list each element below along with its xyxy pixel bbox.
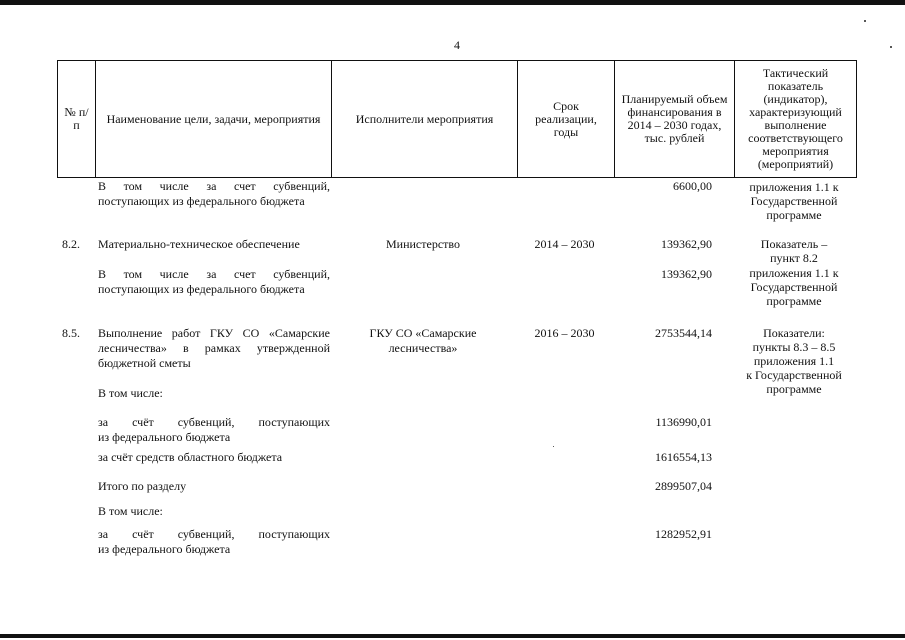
row0-indicator-line1: приложения 1.1 к <box>749 180 839 194</box>
row1-indicator-line1: Показатель – <box>760 237 828 251</box>
header-col-executors: Исполнители мероприятия <box>355 111 494 126</box>
row3-executor-line1: ГКУ СО «Самарские <box>369 326 477 340</box>
row6-amount: 1616554,13 <box>655 450 712 464</box>
table-header <box>57 60 857 178</box>
row5-name-line2: из федерального бюджета <box>98 430 231 444</box>
row1-indicator-line2: пункт 8.2 <box>770 251 818 265</box>
header-col-financing: Планируемый объем финансирования в 2014 – 2030 годах, тыс. рублей <box>621 92 728 145</box>
row3-executor-line2: лесничества» <box>388 341 458 355</box>
scan-top-border <box>0 0 905 5</box>
row3-period: 2016 – 2030 <box>534 326 595 340</box>
row6-name: за счёт средств областного бюджета <box>98 450 283 464</box>
row1-period: 2014 – 2030 <box>534 237 595 251</box>
row0-name-line1: В том числе за счет субвенций, <box>98 179 330 193</box>
row7-name: Итого по разделу <box>98 479 187 493</box>
header-col-name: Наименование цели, задачи, мероприятия <box>106 111 321 126</box>
row2-indicator-line3: программе <box>766 294 822 308</box>
header-col-number: № п/п <box>64 105 89 132</box>
row3-amount: 2753544,14 <box>655 326 712 340</box>
row7-amount: 2899507,04 <box>655 479 712 493</box>
row2-amount: 139362,90 <box>661 267 712 281</box>
row0-amount: 6600,00 <box>673 179 712 193</box>
row9-name-line1: за счёт субвенций, поступающих <box>98 527 330 541</box>
row3-indicator-line3: приложения 1.1 <box>753 354 835 368</box>
row9-name-line2: из федерального бюджета <box>98 542 231 556</box>
row3-name-line3: бюджетной сметы <box>98 356 191 370</box>
row3-indicator-line1: Показатели: <box>763 326 825 340</box>
row3-name-line2: лесничества» в рамках утвержденной <box>98 341 330 355</box>
row5-amount: 1136990,01 <box>655 415 712 429</box>
row3-name-line1: Выполнение работ ГКУ СО «Самарские <box>98 326 330 340</box>
row4-name: В том числе: <box>98 386 163 400</box>
row1-name: Материально-техническое обеспечение <box>98 237 300 251</box>
page-number: 4 <box>454 38 460 52</box>
row2-indicator-line2: Государственной <box>750 280 838 294</box>
header-col-indicator: Тактический показатель (индикатор), характеризующий выполнение соответствующего мероприятия (мероприятий) <box>748 66 843 171</box>
row3-indicator-line4: к Государственной <box>746 368 842 382</box>
row0-name-line2: поступающих из федерального бюджета <box>98 194 305 208</box>
row2-name-line1: В том числе за счет субвенций, <box>98 267 330 281</box>
header-col-period: Срок реализации, годы <box>535 98 597 139</box>
row9-amount: 1282952,91 <box>655 527 712 541</box>
row1-amount: 139362,90 <box>661 237 712 251</box>
row0-indicator-line2: Государственной <box>750 194 838 208</box>
row8-name: В том числе: <box>98 504 163 518</box>
row5-name-line1: за счёт субвенций, поступающих <box>98 415 330 429</box>
row2-indicator-line1: приложения 1.1 к <box>749 266 839 280</box>
scan-speck <box>553 446 554 447</box>
row3-indicator-line5: программе <box>766 382 822 396</box>
row3-indicator-line2: пункты 8.3 – 8.5 <box>752 340 836 354</box>
scan-bottom-border <box>0 634 905 638</box>
row1-executor: Министерство <box>386 237 460 251</box>
row2-name-line2: поступающих из федерального бюджета <box>98 282 305 296</box>
row1-number: 8.2. <box>62 237 80 251</box>
scan-speck <box>890 46 892 48</box>
row0-indicator-line3: программе <box>766 208 822 222</box>
scan-speck <box>864 20 866 22</box>
row3-number: 8.5. <box>62 326 80 340</box>
